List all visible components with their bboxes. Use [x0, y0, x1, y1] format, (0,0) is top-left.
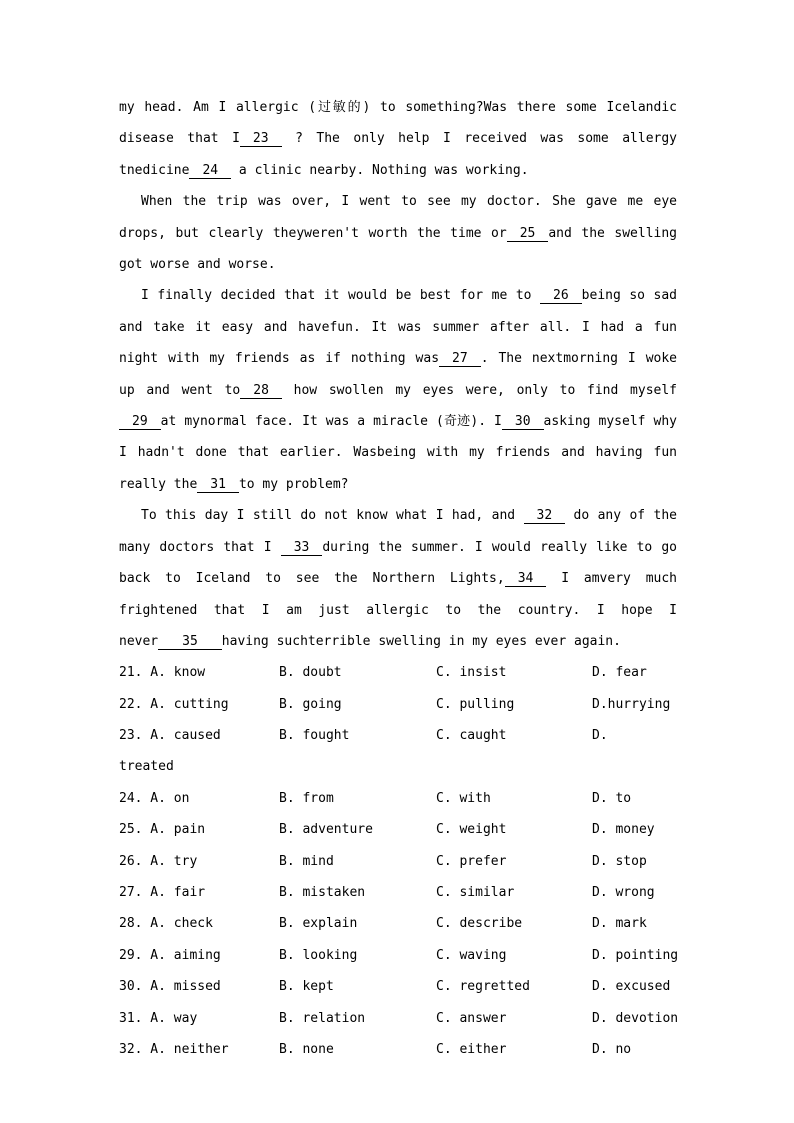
option-cell: B. kept — [279, 979, 334, 995]
cloze-blank-28: 28 — [240, 383, 282, 399]
passage-text: I amvery much frightened that I am just allergic to the country. I hope I never — [119, 571, 677, 649]
document-content — [119, 92, 677, 1065]
option-row — [119, 1003, 677, 1034]
option-cell: 24. A. on — [119, 790, 190, 806]
option-cell: 26. A. try — [119, 853, 198, 869]
option-cell: 31. A. way — [119, 1010, 198, 1026]
cloze-blank-30: 30 — [502, 414, 544, 430]
passage-paragraph — [119, 92, 677, 186]
option-cell: 27. A. fair — [119, 885, 206, 901]
passage-text: ? The only help I received was some allergy tnedicine — [119, 131, 677, 178]
option-row — [119, 689, 677, 720]
option-cell: B. looking — [279, 947, 358, 963]
option-cell: C. either — [436, 1042, 507, 1057]
option-cell: D. fear — [592, 665, 647, 681]
option-row — [119, 846, 677, 877]
option-cell: 28. A. check — [119, 916, 213, 932]
passage-paragraph — [119, 280, 677, 500]
option-cell: D. to — [592, 790, 632, 806]
option-row — [119, 814, 677, 845]
passage-text: to my problem? — [238, 476, 349, 492]
passage-text: do any of the many doctors that I — [119, 508, 677, 555]
option-row — [119, 971, 677, 1002]
option-cell: C. caught — [436, 728, 507, 744]
cloze-blank-34: 34 — [505, 571, 547, 587]
passage-paragraph — [119, 500, 677, 657]
cloze-blank-26: 26 — [540, 288, 582, 304]
passage-text: a clinic nearby. Nothing was working. — [231, 162, 529, 178]
option-cell: D. money — [592, 822, 655, 838]
option-cell: B. explain — [279, 916, 358, 932]
passage-text: my head. Am I allergic (过敏的) to something?Was there some Icelandic disease that I — [119, 100, 677, 147]
passage-text: . The nextmorning I woke up and went to — [119, 351, 677, 398]
option-cell: 29. A. aiming — [119, 947, 221, 963]
option-row — [119, 940, 677, 971]
cloze-blank-31: 31 — [197, 477, 239, 493]
option-cell: B. mind — [279, 853, 334, 869]
cloze-blank-32: 32 — [524, 508, 566, 524]
cloze-blank-27: 27 — [439, 351, 481, 367]
option-cell: C. with — [436, 790, 491, 806]
option-cell: B. doubt — [279, 665, 342, 681]
option-row — [119, 908, 677, 939]
option-cell: D. mark — [592, 916, 647, 932]
option-cell: C. describe — [436, 916, 523, 932]
passage-text: having suchterrible swelling in my eyes ever again. — [221, 633, 621, 649]
passage-text: during the summer. I would really like to go back to Iceland to see the Northern Lights, — [119, 539, 677, 587]
option-cell: D. excused — [592, 979, 671, 995]
passage-text: and the swelling got worse and worse. — [119, 225, 677, 273]
passage-text: how swollen my eyes were, only to find myself — [281, 382, 677, 398]
cloze-blank-29: 29 — [119, 414, 161, 430]
options-list — [119, 657, 677, 1065]
option-row — [119, 783, 677, 814]
option-cell: 23. A. caused — [119, 728, 221, 744]
passage-paragraph — [119, 186, 677, 280]
option-row-continuation — [119, 751, 677, 782]
cloze-blank-25: 25 — [507, 226, 549, 242]
cloze-blank-33: 33 — [281, 540, 323, 556]
option-cell: 21. A. know — [119, 665, 206, 681]
option-cell: B. none — [279, 1042, 334, 1057]
passage-text: at mynormal face. It was a miracle (奇迹). I — [160, 414, 502, 430]
passage-text: When the trip was over, I went to see my doctor. She gave me eye drops, but clearly theyweren't worth the time or — [119, 194, 677, 241]
cloze-blank-35: 35 — [158, 634, 222, 650]
cloze-blank-24: 24 — [189, 163, 231, 179]
option-cell: B. mistaken — [279, 885, 366, 901]
passage-text: being so sad and take it easy and havefun. It was summer after all. I had a fun night with my friends as if nothing was — [119, 288, 677, 367]
cloze-blank-23: 23 — [240, 131, 282, 147]
passage-text: asking myself why I hadn't done that earlier. Wasbeing with my friends and having fun really the — [119, 414, 677, 492]
option-cell: D. devotion — [592, 1010, 679, 1026]
option-cell: C. similar — [436, 885, 515, 901]
option-cell: 32. A. neither — [119, 1042, 229, 1057]
option-cell: D.hurrying — [592, 696, 671, 712]
option-row — [119, 720, 677, 751]
option-cell: C. prefer — [436, 853, 507, 869]
option-cell: 22. A. cutting — [119, 696, 229, 712]
option-cell: D. stop — [592, 853, 647, 869]
option-cell: B. fought — [279, 728, 350, 744]
option-cell: C. regretted — [436, 979, 530, 995]
option-cell: B. going — [279, 696, 342, 712]
option-cell: C. weight — [436, 822, 507, 838]
option-cell: treated — [119, 759, 174, 775]
passage-text: I finally decided that it would be best for me to — [141, 288, 541, 304]
passage-text: To this day I still do not know what I had, and — [141, 508, 524, 524]
option-cell: C. pulling — [436, 696, 515, 712]
option-cell: B. adventure — [279, 822, 373, 838]
option-cell: B. relation — [279, 1010, 366, 1026]
option-cell: B. from — [279, 790, 334, 806]
option-cell: D. wrong — [592, 885, 655, 901]
option-cell: D. — [592, 728, 608, 744]
option-row — [119, 877, 677, 908]
option-cell: C. insist — [436, 665, 507, 681]
option-row — [119, 1034, 677, 1065]
passage — [119, 92, 677, 657]
option-cell: C. waving — [436, 947, 507, 963]
option-cell: C. answer — [436, 1010, 507, 1026]
option-cell: D. no — [592, 1042, 632, 1057]
option-cell: 25. A. pain — [119, 822, 206, 838]
option-row — [119, 657, 677, 688]
option-cell: D. pointing — [592, 947, 679, 963]
option-cell: 30. A. missed — [119, 979, 221, 995]
